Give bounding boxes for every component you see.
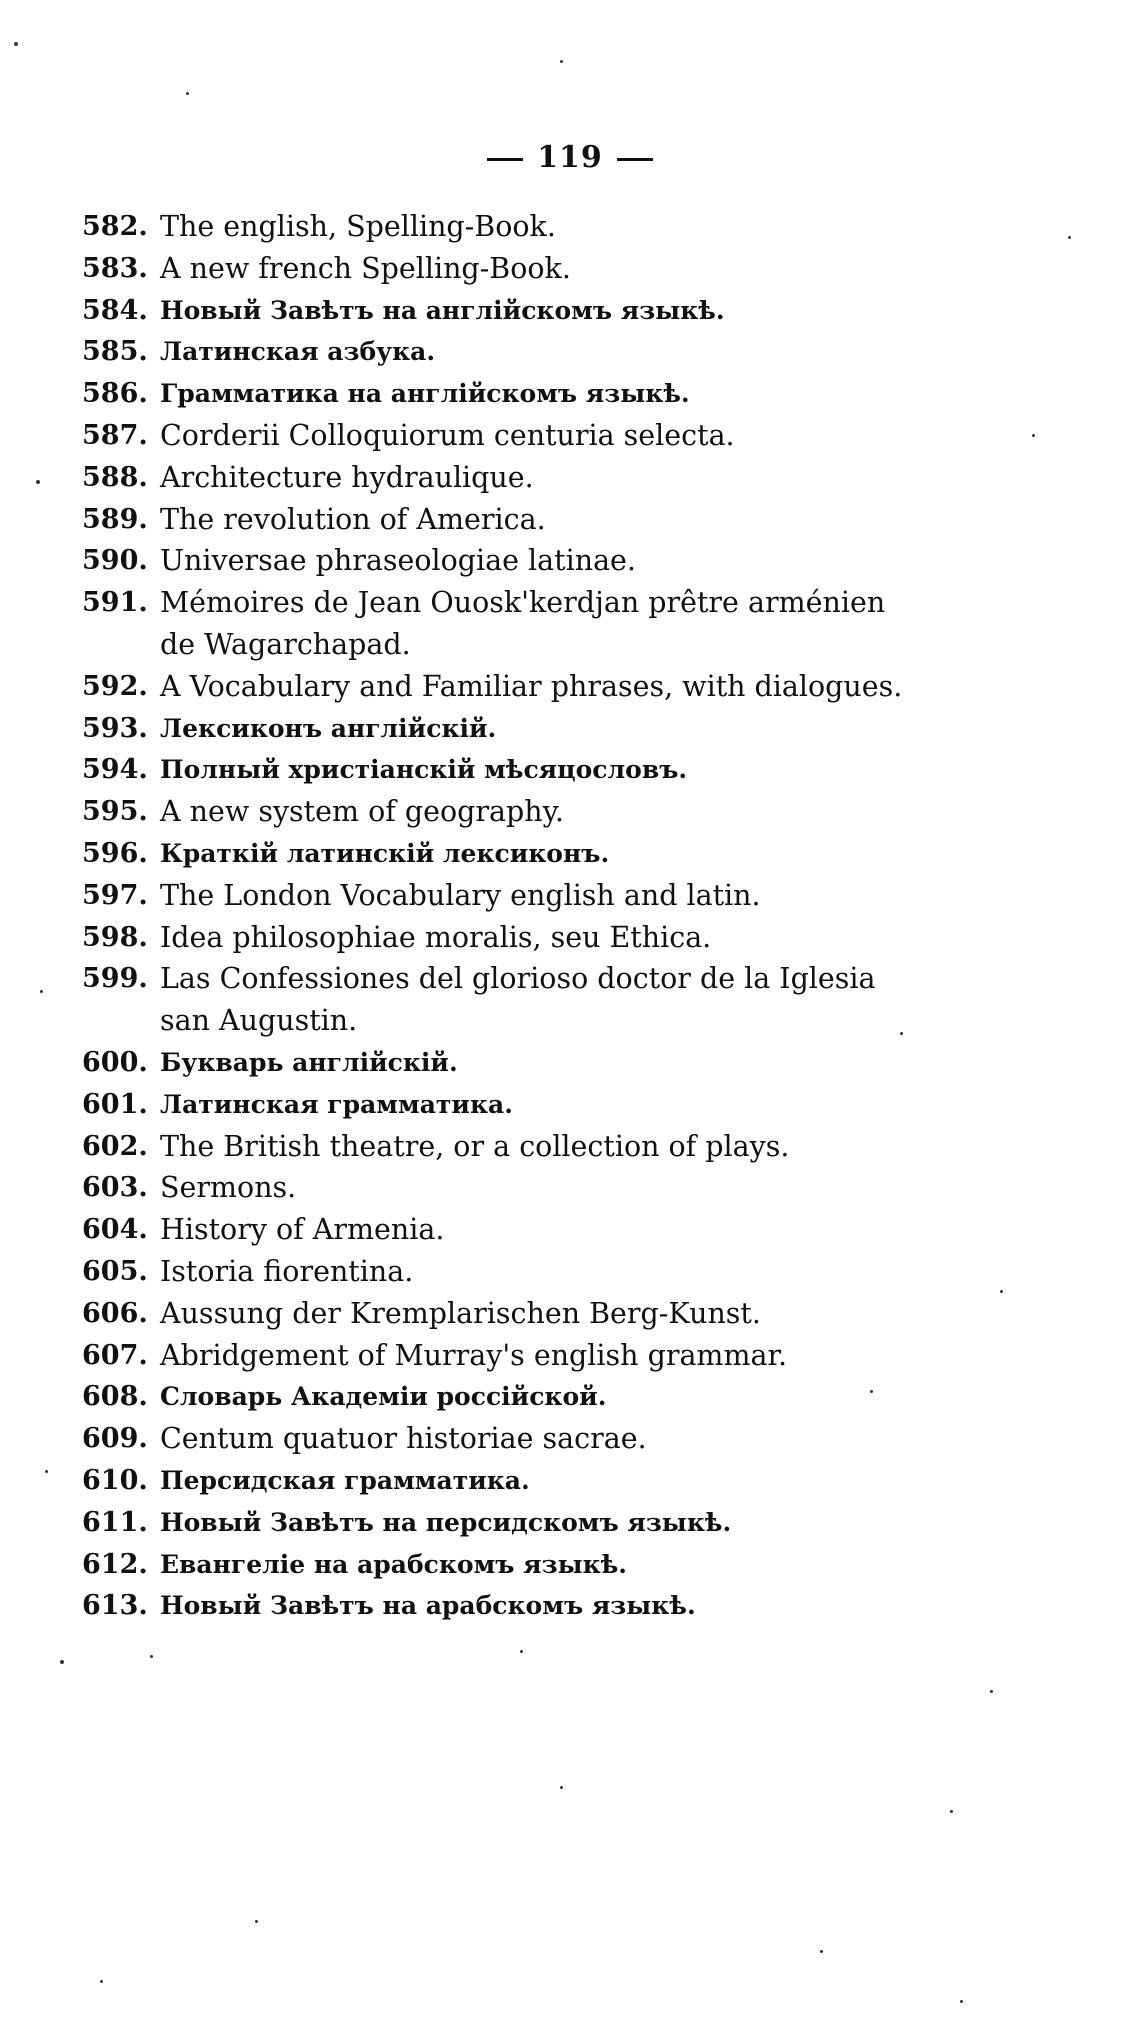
entry-title: Грамматика на англійскомъ языкѣ. [160, 379, 690, 409]
entry-title: Новый Завѣтъ на персидскомъ языкѣ. [160, 1507, 732, 1537]
catalog-entry [82, 958, 912, 1042]
entry-title: Персидская грамматика. [160, 1465, 530, 1495]
catalog-entry [82, 1293, 912, 1335]
entry-number: 603. [82, 1172, 148, 1204]
entry-number: 586. [82, 378, 148, 410]
entry-number: 607. [82, 1339, 148, 1371]
entry-number: 611. [82, 1506, 148, 1538]
catalog-entry [82, 1251, 912, 1293]
paper-speck [1000, 1290, 1003, 1293]
paper-speck [870, 1390, 873, 1393]
paper-speck [186, 92, 189, 95]
entry-number: 593. [82, 712, 148, 744]
entry-number: 608. [82, 1381, 148, 1413]
entry-title: Латинская грамматика. [160, 1089, 513, 1119]
entry-number: 589. [82, 503, 148, 535]
entry-title: The London Vocabulary english and latin. [160, 878, 761, 912]
catalog-entry [82, 708, 912, 750]
catalog-entry [82, 331, 912, 373]
catalog-entry [82, 1209, 912, 1251]
entry-number: 582. [82, 211, 148, 242]
entry-title: Architecture hydraulique. [160, 460, 534, 494]
entry-title: Universae phraseologiae latinae. [160, 544, 636, 578]
paper-speck [14, 42, 18, 46]
entry-number: 594. [82, 754, 148, 786]
entry-number: 590. [82, 545, 148, 577]
paper-speck [820, 1950, 823, 1953]
entry-number: 610. [82, 1464, 148, 1496]
catalog-entry [82, 1460, 912, 1502]
entry-title: Словарь Академіи россійской. [160, 1382, 607, 1412]
entry-title: Sermons. [160, 1171, 297, 1205]
entry-number: 609. [82, 1423, 148, 1455]
entry-number: 601. [82, 1088, 148, 1120]
entry-number: 598. [82, 921, 148, 953]
paper-speck [960, 2000, 963, 2003]
entry-title: Mémoires de Jean Ouosk'kerdjan prêtre arménien de Wagarchapad. [160, 586, 886, 661]
catalog-entry [82, 1418, 912, 1460]
entry-number: 597. [82, 879, 148, 911]
paper-speck [560, 60, 563, 63]
entry-title: Centum quatuor historiae sacrae. [160, 1422, 647, 1456]
entry-title: Полный христіанскій мѣсяцословъ. [160, 755, 688, 785]
entry-title: The British theatre, or a collection of plays. [160, 1129, 790, 1163]
catalog-entry [82, 791, 912, 833]
catalog-entry [82, 1042, 912, 1084]
catalog-entry [82, 1126, 912, 1168]
entry-title: A new system of geography. [160, 795, 564, 829]
catalog-entry [82, 415, 912, 457]
entry-number: 600. [82, 1046, 148, 1078]
entry-title: Латинская азбука. [160, 337, 436, 367]
catalog-entry [82, 1585, 912, 1627]
entry-title: Евангеліе на арабскомъ языкѣ. [160, 1549, 628, 1579]
entry-number: 613. [82, 1590, 148, 1622]
catalog-entry [82, 248, 912, 290]
paper-speck [45, 1470, 48, 1473]
paper-speck [1032, 434, 1035, 437]
catalog-entry [82, 499, 912, 541]
entry-number: 584. [82, 294, 148, 326]
entry-title: Новый Завѣтъ на англійскомъ языкѣ. [160, 295, 725, 325]
catalog-entry [82, 1084, 912, 1126]
paper-speck [100, 1980, 103, 1983]
catalog-entry [82, 1544, 912, 1586]
catalog-entry [82, 666, 912, 708]
entry-number: 596. [82, 837, 148, 869]
paper-speck [990, 1690, 993, 1693]
header-dash-right [617, 158, 653, 161]
entry-number: 592. [82, 670, 148, 702]
entry-number: 591. [82, 587, 148, 619]
catalog-entry-list [82, 206, 912, 1627]
page-header [0, 140, 1140, 175]
catalog-entry [82, 1502, 912, 1544]
entry-number: 583. [82, 252, 148, 284]
catalog-entry [82, 749, 912, 791]
entry-title: Aussung der Kremplarischen Berg-Kunst. [160, 1296, 761, 1330]
entry-title: Istoria fiorentina. [160, 1254, 414, 1288]
catalog-entry [82, 457, 912, 499]
entry-title: History of Armenia. [160, 1213, 445, 1247]
paper-speck [950, 1810, 953, 1813]
entry-number: 605. [82, 1255, 148, 1287]
entry-number: 585. [82, 336, 148, 368]
paper-speck [520, 1650, 523, 1653]
entry-number: 588. [82, 461, 148, 493]
catalog-entry [82, 1167, 912, 1209]
entry-title: A new french Spelling-Book. [160, 251, 571, 285]
entry-title: Букварь англійскій. [160, 1047, 458, 1077]
entry-number: 604. [82, 1214, 148, 1246]
catalog-entry [82, 540, 912, 582]
catalog-entry [82, 1376, 912, 1418]
catalog-entry [82, 917, 912, 959]
entry-number: 606. [82, 1297, 148, 1329]
catalog-entry [82, 833, 912, 875]
entry-title: Abridgement of Murray's english grammar. [160, 1338, 788, 1372]
paper-speck [150, 1655, 153, 1658]
catalog-entry [82, 582, 912, 666]
header-dash-left [487, 158, 523, 161]
entry-number: 612. [82, 1548, 148, 1580]
entry-title: The revolution of America. [160, 502, 546, 536]
paper-speck [560, 1786, 563, 1789]
catalog-entry [82, 290, 912, 332]
entry-title: Краткій латинскій лексиконъ. [160, 838, 610, 868]
catalog-entry [82, 373, 912, 415]
entry-title: The english, Spelling-Book. [160, 210, 556, 243]
paper-speck [36, 480, 40, 484]
entry-number: 595. [82, 796, 148, 828]
catalog-entry [82, 206, 912, 248]
paper-speck [60, 1660, 64, 1664]
entry-number: 599. [82, 963, 148, 995]
entry-number: 587. [82, 419, 148, 451]
page-number: 119 [537, 140, 603, 175]
catalog-entry [82, 1335, 912, 1377]
paper-speck [255, 1920, 258, 1923]
entry-title: Corderii Colloquiorum centuria selecta. [160, 418, 735, 452]
entry-number: 602. [82, 1130, 148, 1162]
entry-title: Новый Завѣтъ на арабскомъ языкѣ. [160, 1591, 696, 1621]
paper-speck [40, 990, 43, 993]
paper-speck [1068, 236, 1071, 239]
catalog-entry [82, 875, 912, 917]
entry-title: Лексиконъ англійскій. [160, 713, 497, 743]
entry-title: Idea philosophiae moralis, seu Ethica. [160, 920, 712, 954]
paper-speck [900, 1032, 903, 1035]
entry-title: A Vocabulary and Familiar phrases, with dialogues. [160, 669, 903, 703]
entry-title: Las Confessiones del glorioso doctor de la Iglesia san Augustin. [160, 962, 876, 1038]
